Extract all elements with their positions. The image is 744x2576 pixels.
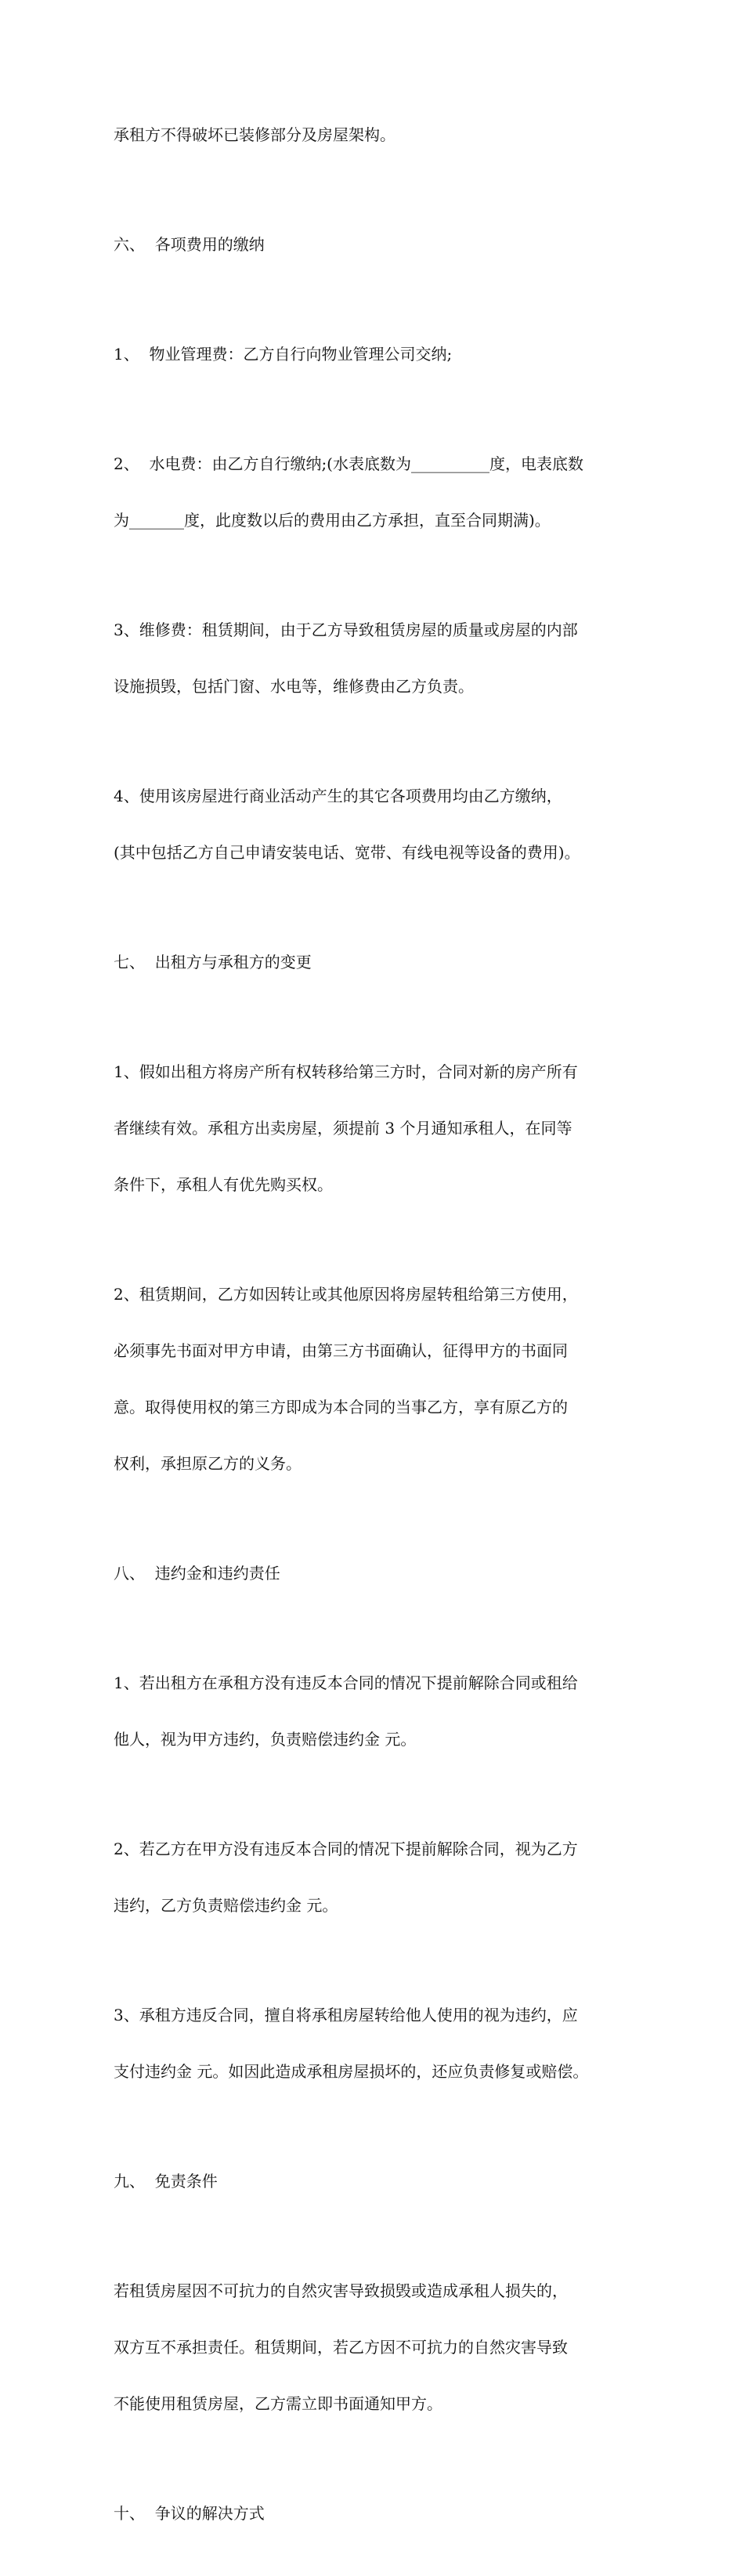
paragraph-6-2 bbox=[114, 417, 646, 567]
paragraph-7-1 bbox=[114, 1025, 646, 1232]
paragraph-1 bbox=[114, 88, 646, 182]
text-line: 双方互不承担责任。租赁期间，若乙方因不可抗力的自然灾害导致 bbox=[114, 2338, 568, 2357]
text-line: 2、租赁期间，乙方如因转让或其他原因将房屋转租给第三方使用， bbox=[114, 1285, 578, 1304]
section-heading-6 bbox=[114, 197, 646, 291]
text-line: 4、使用该房屋进行商业活动产生的其它各项费用均由乙方缴纳， bbox=[114, 787, 562, 805]
text-line: 他人，视为甲方违约，负责赔偿违约金 元。 bbox=[114, 1730, 417, 1749]
paragraph-7-2 bbox=[114, 1247, 646, 1511]
paragraph-6-4 bbox=[114, 749, 646, 899]
text-line: 不能使用租赁房屋，乙方需立即书面通知甲方。 bbox=[114, 2394, 442, 2413]
text-line: (其中包括乙方自己申请安装电话、宽带、有线电视等设备的费用)。 bbox=[114, 843, 580, 862]
section-heading-9 bbox=[114, 2134, 646, 2228]
paragraph-6-3 bbox=[114, 583, 646, 733]
text-line: 权利，承担原乙方的义务。 bbox=[114, 1454, 302, 1473]
paragraph-8-1 bbox=[114, 1636, 646, 1786]
paragraph-8-3 bbox=[114, 1968, 646, 2118]
section-heading-10 bbox=[114, 2466, 646, 2560]
text-line: 2、若乙方在甲方没有违反本合同的情况下提前解除合同，视为乙方 bbox=[114, 1840, 578, 1858]
paragraph-6-1 bbox=[114, 307, 646, 401]
text-line: 为_______度，此度数以后的费用由乙方承担，直至合同期满)。 bbox=[114, 511, 551, 530]
text-line: 1、若出租方在承租方没有违反本合同的情况下提前解除合同或租给 bbox=[114, 1673, 578, 1692]
text-line: 3、维修费：租赁期间，由于乙方导致租赁房屋的质量或房屋的内部 bbox=[114, 620, 578, 639]
section-heading-8 bbox=[114, 1526, 646, 1620]
text-line: 1、 物业管理费：乙方自行向物业管理公司交纳; bbox=[114, 345, 453, 364]
text-line: 承租方不得破坏已装修部分及房屋架构。 bbox=[114, 125, 395, 144]
text-line: 条件下，承租人有优先购买权。 bbox=[114, 1175, 333, 1194]
paragraph-9-1 bbox=[114, 2244, 646, 2451]
text-line: 违约，乙方负责赔偿违约金 元。 bbox=[114, 1896, 338, 1915]
text-line: 3、承租方违反合同，擅自将承租房屋转给他人使用的视为违约，应 bbox=[114, 2006, 578, 2024]
paragraph-8-2 bbox=[114, 1802, 646, 1952]
text-line: 意。取得使用权的第三方即成为本合同的当事乙方，享有原乙方的 bbox=[114, 1398, 568, 1416]
text-line: 若租赁房屋因不可抗力的自然灾害导致损毁或造成承租人损失的， bbox=[114, 2281, 568, 2300]
text-line: 1、假如出租方将房产所有权转移给第三方时，合同对新的房产所有 bbox=[114, 1062, 578, 1081]
text-line: 设施损毁，包括门窗、水电等，维修费由乙方负责。 bbox=[114, 677, 474, 696]
text-line: 八、 违约金和违约责任 bbox=[114, 1564, 280, 1583]
text-line: 九、 免责条件 bbox=[114, 2172, 218, 2191]
document-page bbox=[114, 88, 646, 2576]
text-line: 者继续有效。承租方出卖房屋，须提前 3 个月通知承租人，在同等 bbox=[114, 1119, 572, 1138]
text-line: 六、 各项费用的缴纳 bbox=[114, 235, 265, 254]
text-line: 必须事先书面对甲方申请，由第三方书面确认，征得甲方的书面同 bbox=[114, 1341, 568, 1360]
text-line: 2、 水电费：由乙方自行缴纳;(水表底数为__________度，电表底数 bbox=[114, 454, 583, 473]
text-line: 七、 出租方与承租方的变更 bbox=[114, 953, 312, 971]
section-heading-7 bbox=[114, 915, 646, 1009]
text-line: 支付违约金 元。如因此造成承租房屋损坏的，还应负责修复或赔偿。 bbox=[114, 2062, 589, 2081]
text-line: 十、 争议的解决方式 bbox=[114, 2504, 265, 2523]
